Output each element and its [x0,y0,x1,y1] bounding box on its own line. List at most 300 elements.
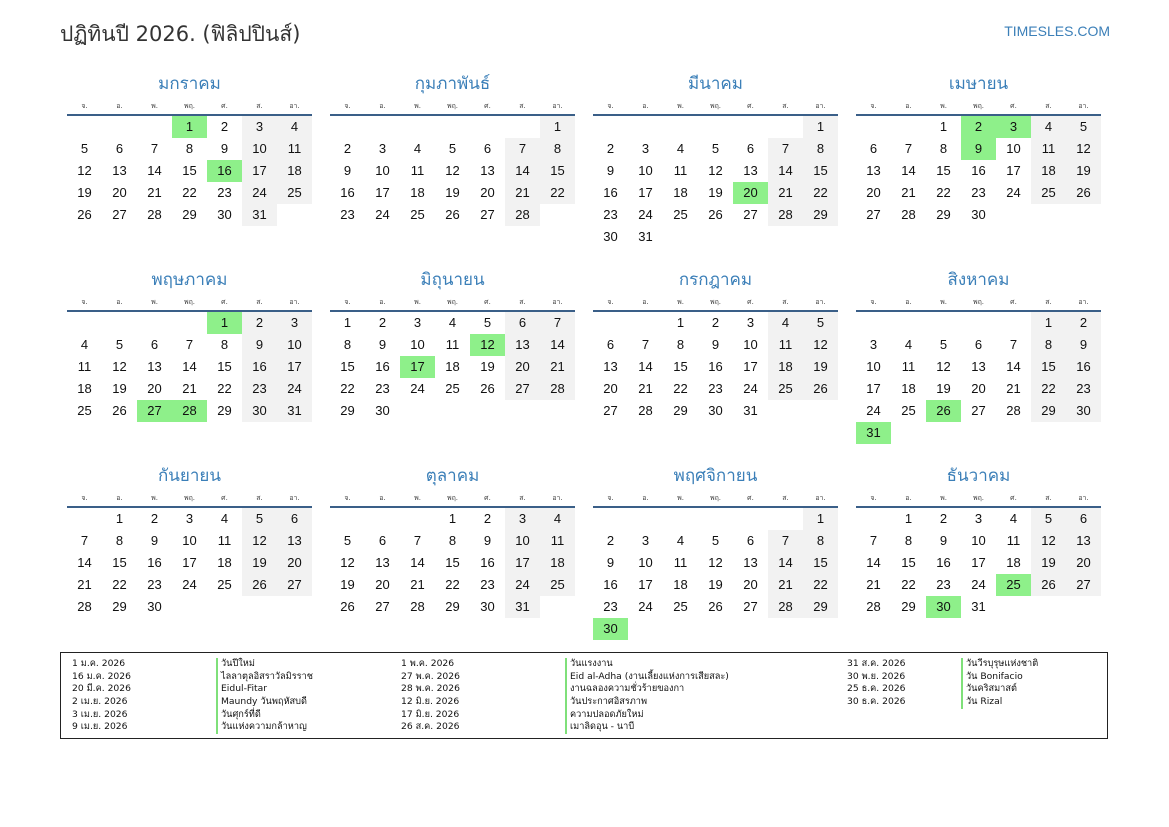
empty-cell [891,312,926,334]
weekday-label: อา. [815,102,826,110]
empty-cell [172,312,207,334]
day-cell: 8 [540,138,575,160]
day-cell: 25 [540,574,575,596]
weekday-label: ศ. [747,494,754,502]
day-cell: 3 [242,116,277,138]
day-cell: 9 [606,163,615,178]
day-cell: 20 [505,356,540,378]
month-block [67,266,312,462]
empty-cell [698,508,733,530]
weekday-label: จ. [81,298,88,306]
day-cell: 26 [803,378,838,400]
day-cell: 12 [242,530,277,552]
weekday-label: ส. [782,494,789,502]
day-cell: 17 [743,359,758,374]
legend-date: 26 ส.ค. 2026 [401,721,460,733]
weekday-label: พ. [151,494,158,502]
day-cell: 25 [1031,182,1066,204]
day-cell: 17 [277,356,312,378]
day-cell: 18 [410,185,425,200]
legend-holiday-name: Eidul-Fitar [216,683,313,696]
month-block [856,462,1101,658]
empty-cell [330,508,365,530]
empty-cell [628,312,663,334]
day-cell: 30 [480,599,495,614]
day-cell: 9 [483,533,492,548]
weekday-label: อา. [552,494,563,502]
day-grid [593,116,838,248]
holiday-day-cell: 28 [172,400,207,422]
day-cell: 20 [112,185,127,200]
day-cell: 1 [803,116,838,138]
day-cell: 25 [77,403,92,418]
day-cell: 2 [483,511,492,526]
legend-holiday-name: วัน Bonifacio [961,671,1038,684]
holiday-day-cell: 31 [856,422,891,444]
day-cell: 20 [375,577,390,592]
day-cell: 6 [483,141,492,156]
day-cell: 28 [866,599,881,614]
weekday-label: อา. [289,298,300,306]
day-cell: 20 [866,185,881,200]
day-cell: 14 [77,555,92,570]
day-cell: 10 [375,163,390,178]
legend-holiday-name: Maundy วันพฤหัสบดี [216,696,313,709]
weekday-header [330,98,575,116]
day-cell: 2 [378,315,387,330]
day-cell: 1 [803,508,838,530]
day-cell: 28 [540,378,575,400]
day-cell: 11 [901,359,916,374]
day-cell: 21 [768,182,803,204]
day-cell: 8 [904,533,913,548]
day-cell: 12 [1066,138,1101,160]
day-cell: 17 [866,381,881,396]
weekday-header [856,98,1101,116]
empty-cell [856,508,891,530]
empty-cell [137,312,172,334]
day-cell: 6 [277,508,312,530]
day-cell: 31 [277,400,312,422]
day-cell: 17 [375,185,390,200]
empty-cell [856,312,891,334]
day-cell: 31 [971,599,986,614]
day-cell: 24 [866,403,881,418]
day-cell: 29 [340,403,355,418]
day-cell: 9 [939,533,948,548]
day-grid [67,508,312,618]
day-cell: 23 [1066,378,1101,400]
month-block [593,266,838,462]
day-cell: 3 [185,511,194,526]
weekday-label: ส. [1045,494,1052,502]
day-cell: 5 [711,141,720,156]
weekday-label: อ. [642,102,649,110]
day-cell: 31 [638,229,653,244]
weekday-label: ส. [782,298,789,306]
day-cell: 11 [445,337,460,352]
weekday-label: อ. [905,102,912,110]
day-cell: 6 [606,337,615,352]
empty-cell [400,508,435,530]
day-cell: 29 [803,596,838,618]
holiday-day-cell: 16 [207,160,242,182]
month-name: ธันวาคม [946,466,1011,486]
day-cell: 14 [768,552,803,574]
day-cell: 25 [217,577,232,592]
day-cell: 14 [638,359,653,374]
day-cell: 22 [217,381,232,396]
day-cell: 30 [217,207,232,222]
legend-holiday-name: วันแห่งความกล้าหาญ [216,721,313,734]
day-cell: 6 [150,337,159,352]
weekday-label: ศ. [484,494,491,502]
month-name: เมษายน [948,74,1009,94]
day-cell: 19 [112,381,127,396]
day-cell: 2 [343,141,352,156]
day-cell: 25 [673,207,688,222]
day-cell: 21 [768,574,803,596]
day-cell: 29 [1031,400,1066,422]
day-cell: 23 [603,599,618,614]
day-cell: 14 [540,334,575,356]
weekday-label: อา. [289,102,300,110]
day-cell: 6 [746,141,755,156]
month-name: มีนาคม [688,74,743,94]
day-cell: 30 [242,400,277,422]
day-cell: 5 [115,337,124,352]
day-cell: 12 [445,163,460,178]
day-grid [67,116,312,226]
month-block [330,462,575,658]
month-block [856,266,1101,462]
weekday-label: พ. [940,494,947,502]
weekday-label: ส. [519,298,526,306]
day-cell: 13 [743,555,758,570]
day-cell: 28 [77,599,92,614]
day-cell: 15 [217,359,232,374]
weekday-label: อา. [552,102,563,110]
day-cell: 4 [768,312,803,334]
legend-dates-2 [401,658,460,734]
weekday-label: จ. [870,102,877,110]
day-cell: 21 [901,185,916,200]
empty-cell [365,508,400,530]
site-link[interactable]: TIMESLES.COM [1004,23,1110,39]
day-cell: 29 [803,204,838,226]
day-cell: 15 [540,160,575,182]
day-cell: 15 [445,555,460,570]
month-block [67,70,312,266]
day-grid [856,508,1101,618]
day-cell: 4 [413,141,422,156]
day-cell: 23 [480,577,495,592]
empty-cell [768,116,803,138]
day-cell: 8 [220,337,229,352]
day-cell: 22 [112,577,127,592]
weekday-label: อา. [815,298,826,306]
day-cell: 16 [242,356,277,378]
day-cell: 13 [743,163,758,178]
day-cell: 5 [80,141,89,156]
day-cell: 13 [375,555,390,570]
weekday-label: ศ. [221,494,228,502]
day-cell: 29 [217,403,232,418]
day-cell: 6 [505,312,540,334]
day-cell: 1 [343,315,352,330]
empty-cell [505,116,540,138]
month-name: มกราคม [158,74,221,94]
day-cell: 18 [673,185,688,200]
weekday-label: อา. [1078,298,1089,306]
holiday-day-cell: 27 [137,400,172,422]
holiday-day-cell: 12 [470,334,505,356]
day-cell: 11 [77,359,92,374]
empty-cell [67,116,102,138]
empty-cell [628,508,663,530]
day-cell: 22 [445,577,460,592]
day-cell: 11 [1006,533,1021,548]
day-cell: 27 [277,574,312,596]
day-cell: 1 [448,511,457,526]
weekday-label: พฤ. [446,494,459,502]
day-grid [856,312,1101,444]
day-cell: 5 [939,337,948,352]
day-cell: 27 [505,378,540,400]
day-cell: 3 [641,141,650,156]
day-cell: 8 [343,337,352,352]
day-cell: 8 [115,533,124,548]
day-cell: 12 [77,163,92,178]
weekday-label: พฤ. [183,298,196,306]
weekday-header [67,98,312,116]
legend-holiday-name: วันปีใหม่ [216,658,313,671]
day-cell: 2 [939,511,948,526]
day-cell: 10 [971,533,986,548]
weekday-label: ศ. [221,298,228,306]
legend-date: 9 เม.ย. 2026 [72,721,128,733]
month-block [856,70,1101,266]
day-cell: 13 [277,530,312,552]
weekday-header [330,490,575,508]
day-cell: 29 [673,403,688,418]
day-cell: 3 [378,141,387,156]
day-cell: 1 [939,119,948,134]
day-cell: 4 [540,508,575,530]
day-grid [330,116,575,226]
weekday-label: ส. [1045,298,1052,306]
holiday-day-cell: 3 [996,116,1031,138]
legend-names-3 [961,658,1038,709]
day-cell: 21 [866,577,881,592]
day-cell: 9 [242,334,277,356]
day-cell: 29 [936,207,951,222]
weekday-label: อา. [815,494,826,502]
weekday-label: อ. [379,102,386,110]
day-cell: 11 [673,555,688,570]
day-cell: 5 [242,508,277,530]
weekday-label: ส. [1045,102,1052,110]
day-cell: 17 [242,160,277,182]
empty-cell [768,508,803,530]
day-cell: 13 [971,359,986,374]
day-cell: 3 [413,315,422,330]
weekday-label: พ. [677,102,684,110]
empty-cell [470,116,505,138]
day-cell: 4 [904,337,913,352]
day-cell: 16 [971,163,986,178]
day-cell: 6 [974,337,983,352]
day-cell: 2 [220,119,229,134]
day-cell: 18 [445,359,460,374]
day-cell: 7 [768,138,803,160]
day-cell: 26 [242,574,277,596]
day-cell: 5 [483,315,492,330]
month-block [330,70,575,266]
day-cell: 15 [803,160,838,182]
day-cell: 22 [936,185,951,200]
day-cell: 21 [410,577,425,592]
day-cell: 27 [112,207,127,222]
day-cell: 29 [182,207,197,222]
day-cell: 21 [77,577,92,592]
day-cell: 4 [80,337,89,352]
day-cell: 16 [708,359,723,374]
weekday-label: อ. [905,494,912,502]
day-cell: 31 [505,596,540,618]
day-cell: 18 [540,552,575,574]
day-cell: 27 [603,403,618,418]
day-cell: 25 [410,207,425,222]
day-cell: 21 [540,356,575,378]
day-cell: 11 [673,163,688,178]
day-cell: 7 [768,530,803,552]
day-cell: 10 [866,359,881,374]
weekday-label: จ. [607,298,614,306]
day-cell: 23 [603,207,618,222]
empty-cell [628,116,663,138]
weekday-label: อ. [116,298,123,306]
day-cell: 28 [410,599,425,614]
legend-date: 2 เม.ย. 2026 [72,696,128,708]
day-cell: 15 [803,552,838,574]
weekday-label: ศ. [747,102,754,110]
day-cell: 19 [340,577,355,592]
day-cell: 8 [448,533,457,548]
day-cell: 1 [904,511,913,526]
day-cell: 21 [182,381,197,396]
legend-date: 1 พ.ค. 2026 [401,658,455,669]
day-cell: 13 [866,163,881,178]
day-grid [593,508,838,640]
day-cell: 24 [277,378,312,400]
day-cell: 22 [673,381,688,396]
day-cell: 24 [638,599,653,614]
day-cell: 3 [641,533,650,548]
month-block [67,462,312,658]
day-cell: 11 [277,138,312,160]
day-grid [330,508,575,618]
weekday-label: ศ. [1010,298,1017,306]
empty-cell [733,116,768,138]
holiday-day-cell: 17 [400,356,435,378]
day-cell: 28 [901,207,916,222]
day-cell: 16 [603,577,618,592]
day-cell: 26 [112,403,127,418]
day-cell: 2 [606,533,615,548]
weekday-label: พฤ. [709,494,722,502]
day-cell: 14 [901,163,916,178]
legend-holiday-name: งานฉลองความชั่วร้ายของกา [565,683,729,696]
day-cell: 18 [901,381,916,396]
day-cell: 5 [1066,116,1101,138]
day-cell: 30 [708,403,723,418]
holiday-day-cell: 30 [926,596,961,618]
day-cell: 26 [1031,574,1066,596]
day-cell: 15 [182,163,197,178]
day-cell: 4 [676,533,685,548]
empty-cell [856,116,891,138]
day-cell: 13 [505,334,540,356]
day-cell: 10 [242,138,277,160]
day-cell: 26 [77,207,92,222]
weekday-header [593,294,838,312]
empty-cell [593,312,628,334]
weekday-label: อา. [1078,494,1089,502]
weekday-label: ส. [519,102,526,110]
day-cell: 12 [936,359,951,374]
day-cell: 12 [340,555,355,570]
day-cell: 17 [1006,163,1021,178]
day-cell: 14 [1006,359,1021,374]
legend-dates-3 [847,658,906,709]
weekday-label: ส. [782,102,789,110]
day-cell: 24 [638,207,653,222]
weekday-label: พ. [677,298,684,306]
day-cell: 10 [1006,141,1021,156]
day-cell: 8 [676,337,685,352]
legend-date: 3 เม.ย. 2026 [72,708,128,720]
day-cell: 10 [182,533,197,548]
day-cell: 10 [638,163,653,178]
day-cell: 2 [711,315,720,330]
legend-date: 28 พ.ค. 2026 [401,683,460,695]
day-cell: 8 [1031,334,1066,356]
day-cell: 10 [743,337,758,352]
day-cell: 16 [480,555,495,570]
empty-cell [102,116,137,138]
empty-cell [400,116,435,138]
holiday-day-cell: 30 [593,618,628,640]
day-cell: 24 [743,381,758,396]
day-cell: 23 [936,577,951,592]
day-cell: 3 [974,511,983,526]
day-cell: 20 [603,381,618,396]
day-cell: 4 [1009,511,1018,526]
day-cell: 9 [220,141,229,156]
day-cell: 15 [112,555,127,570]
day-cell: 19 [803,356,838,378]
day-cell: 28 [768,596,803,618]
legend-names-2 [565,658,729,734]
day-cell: 16 [936,555,951,570]
legend-date: 27 พ.ค. 2026 [401,670,460,682]
day-cell: 20 [971,381,986,396]
day-cell: 1 [115,511,124,526]
weekday-label: พฤ. [446,298,459,306]
day-cell: 3 [869,337,878,352]
legend-holiday-name: ความปลอดภัยใหม่ [565,709,729,722]
